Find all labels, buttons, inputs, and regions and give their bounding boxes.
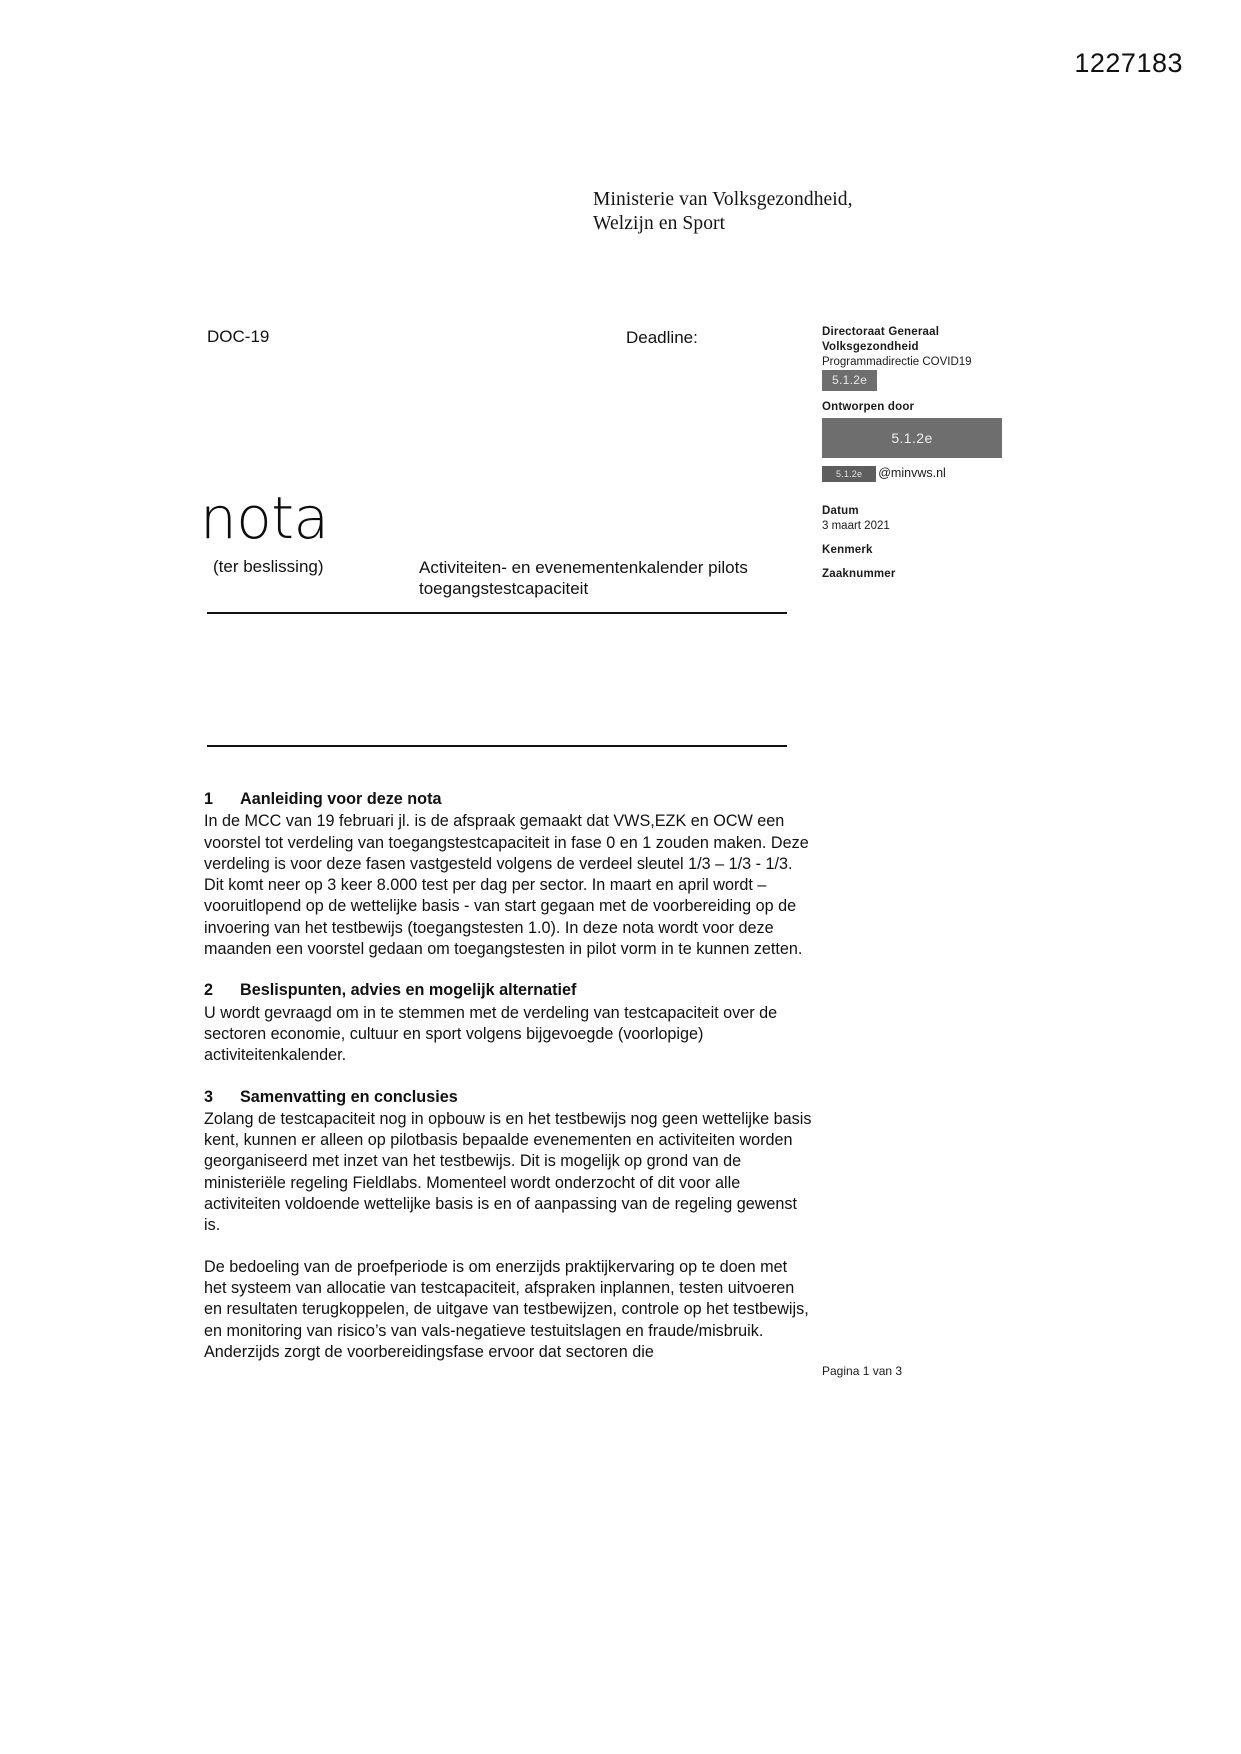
zaaknummer-label: Zaaknummer <box>822 568 896 580</box>
ministry-line-1: Ministerie van Volksgezondheid, <box>593 189 853 210</box>
spacer <box>822 558 1022 567</box>
kenmerk-label: Kenmerk <box>822 544 873 556</box>
email-redaction-chip: 5.1.2e <box>822 466 876 482</box>
email-domain: @minvws.nl <box>878 466 946 481</box>
designed-by-redaction: 5.1.2e <box>822 418 1002 458</box>
section-1-title: Aanleiding voor deze nota <box>240 790 442 808</box>
section-3-heading <box>204 1087 812 1108</box>
section-2-paragraph-1: U wordt gevraagd om in te stemmen met de verdeling van testcapaciteit over de sectoren economie, cultuur en sport volgens bijgevoegde (voorlopige) activiteitenkalender. <box>204 1003 778 1065</box>
programme-redaction-row <box>822 370 1022 391</box>
document-subject: Activiteiten- en evenementenkalender pilots toegangstestcapaciteit <box>419 558 748 598</box>
spacer <box>822 482 1022 504</box>
document-id-number: 1227183 <box>1074 48 1183 78</box>
divider-top <box>207 612 787 614</box>
section-1-heading <box>204 789 812 810</box>
email-row <box>822 466 1022 482</box>
section-2-title: Beslispunten, advies en mogelijk alternatief <box>240 981 577 1000</box>
document-body <box>204 789 812 1363</box>
directorate-line-2: Volksgezondheid <box>822 341 919 353</box>
ministry-wordmark <box>593 188 853 236</box>
section-3 <box>204 1087 812 1364</box>
section-3-title: Samenvatting en conclusies <box>240 1087 458 1106</box>
section-1 <box>204 789 812 960</box>
page-footer: Pagina 1 van 3 <box>822 1364 903 1378</box>
ministry-line-2: Welzijn en Sport <box>593 213 726 234</box>
section-3-paragraph-1: Zolang de testcapaciteit nog in opbouw is en het testbewijs nog geen wettelijke basis kent, kunnen er alleen op pilotbasis bepaalde evenementen en activiteiten worden georganiseerd met inzet van het testbewijs. Dit is mogelijk op grond van de ministeriële regeling Fieldlabs. Momenteel wordt onderzocht of dit voor alle activiteiten voldoende wettelijke basis is en of aanpassing van de regeling gewenst is. <box>204 1109 812 1235</box>
programme-directorate: Programmadirectie COVID19 <box>822 356 972 368</box>
spacer <box>204 1067 812 1087</box>
section-2-heading <box>204 980 812 1001</box>
metadata-sidebar <box>822 325 1022 582</box>
designed-by-label: Ontworpen door <box>822 401 915 413</box>
divider-bottom <box>207 745 787 747</box>
spacer <box>822 391 1022 400</box>
date-value: 3 maart 2021 <box>822 520 890 532</box>
page-title: nota <box>200 484 329 552</box>
spacer <box>204 960 812 980</box>
document-reference: DOC-19 <box>207 327 270 346</box>
section-2-number: 2 <box>204 981 214 1000</box>
deadline-label: Deadline: <box>626 328 698 347</box>
section-1-number: 1 <box>204 790 214 808</box>
section-3-paragraph-2: De bedoeling van de proefperiode is om enerzijds praktijkervaring op te doen met het systeem van allocatie van testcapaciteit, afspraken inplannen, testen uitvoeren en resultaten terugkoppelen, de uitgave van testbewijzen, controle op het testbewijs, en monitoring van risico’s van vals-negatieve testuitslagen en fraude/misbruik. Anderzijds zorgt de voorbereidingsfase ervoor dat sectoren die <box>204 1257 809 1361</box>
directorate-line-1: Directoraat Generaal <box>822 326 940 338</box>
section-1-paragraph-1: In de MCC van 19 februari jl. is de afspraak gemaakt dat VWS,EZK en OCW een voorstel tot verdeling van toegangstestcapaciteit in fase 0 en 1 zouden maken. Deze verdeling is voor deze fasen vastgesteld volgens de verdeel sleutel 1/3 – 1/3 - 1/3. Dit komt neer op 3 keer 8.000 test per dag per sector. In maart en april wordt –vooruitlopend op de wettelijke basis - van start gegaan met de voorbereiding op de invoering van het testbewijs (toegangstesten 1.0). In deze nota wordt voor deze maanden een voorstel gedaan om toegangstesten in pilot vorm in te kunnen zetten. <box>204 812 809 959</box>
section-3-number: 3 <box>204 1087 214 1106</box>
date-label: Datum <box>822 505 859 517</box>
spacer <box>204 1237 812 1257</box>
redaction-chip: 5.1.2e <box>822 370 877 391</box>
spacer <box>822 534 1022 543</box>
section-2 <box>204 980 812 1066</box>
decision-type-label: (ter beslissing) <box>213 557 324 576</box>
